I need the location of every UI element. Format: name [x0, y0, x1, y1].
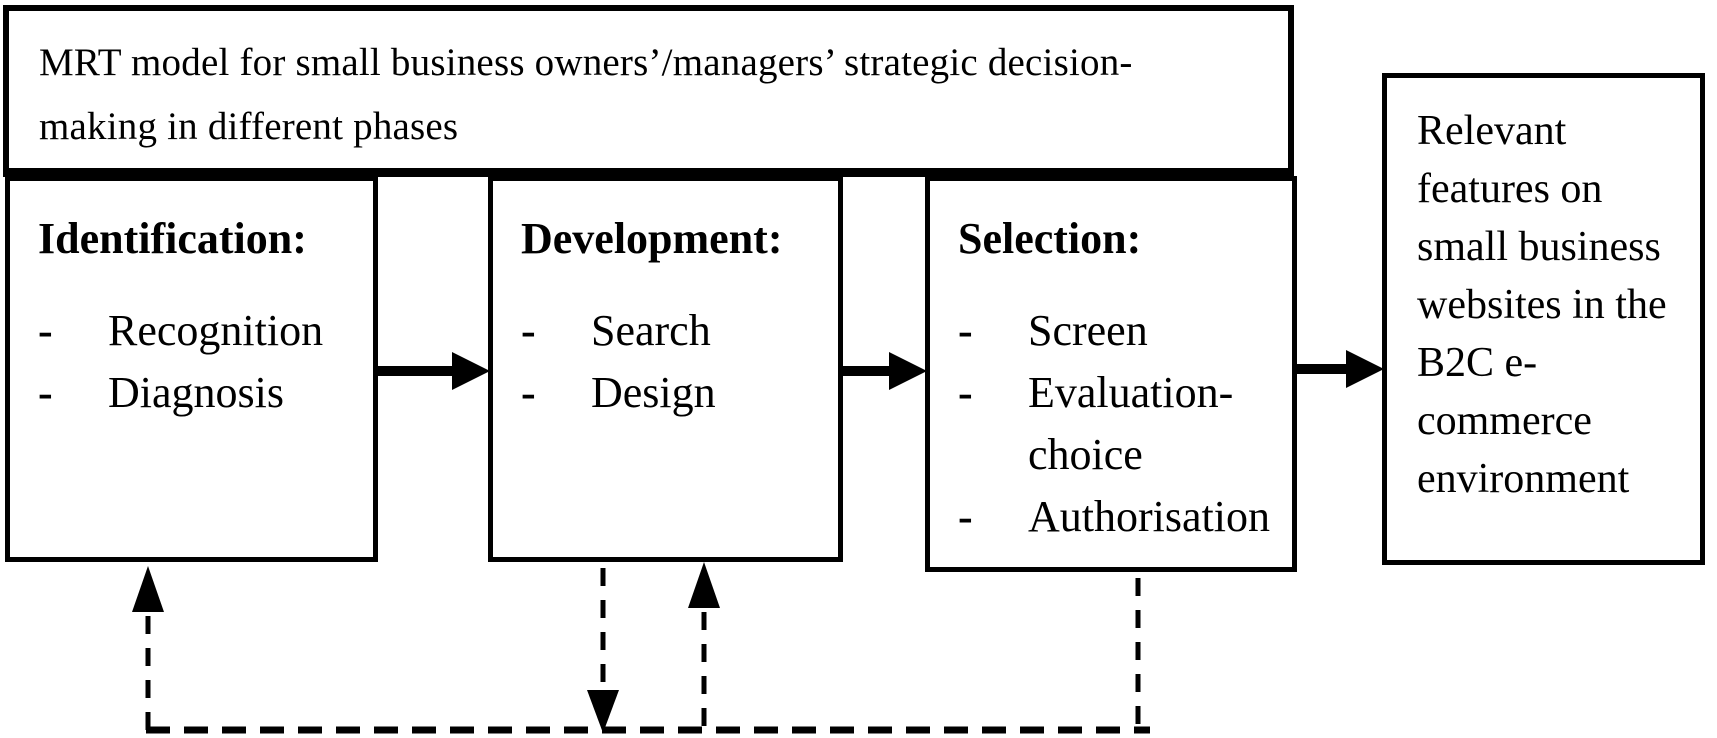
item-label: Search	[591, 306, 711, 355]
bullet-dash: -	[38, 368, 53, 417]
list-item	[521, 362, 833, 424]
phase-heading-development: Development:	[521, 214, 783, 263]
phase-heading-identification: Identification:	[38, 214, 307, 263]
phase-box-development	[488, 176, 843, 562]
bullet-dash: -	[521, 368, 536, 417]
bullet-dash: -	[958, 368, 973, 417]
selection-item-list	[958, 300, 1287, 548]
list-item	[958, 300, 1287, 362]
list-item	[958, 362, 1287, 486]
phase-box-identification	[5, 176, 378, 562]
arrow-selection-to-outcome	[1297, 350, 1384, 388]
development-item-list	[521, 300, 833, 424]
list-item	[38, 300, 368, 362]
bullet-dash: -	[958, 306, 973, 355]
outcome-text: Relevant features on small business websites in the B2C e-commerce environment	[1417, 108, 1667, 502]
header-box	[3, 5, 1294, 177]
feedback-arrow-to-identification	[132, 566, 164, 730]
bullet-dash: -	[958, 492, 973, 541]
item-label: Authorisation	[1028, 492, 1270, 541]
list-item	[958, 486, 1287, 548]
item-label: Recognition	[108, 306, 324, 355]
item-label: Screen	[1028, 306, 1148, 355]
bullet-dash: -	[38, 306, 53, 355]
item-label: Diagnosis	[108, 368, 284, 417]
phase-box-selection	[925, 176, 1297, 572]
list-item	[521, 300, 833, 362]
item-label: Design	[591, 368, 716, 417]
bullet-dash: -	[521, 306, 536, 355]
item-label: Evaluation-choice	[1028, 368, 1234, 479]
phase-heading-selection: Selection:	[958, 214, 1142, 263]
outcome-box	[1382, 73, 1705, 565]
feedback-arrow-to-development	[688, 562, 720, 726]
feedback-arrow-development-down	[587, 568, 619, 733]
list-item	[38, 362, 368, 424]
header-title: MRT model for small business owners’/managers’ strategic decision-making in different phases	[39, 41, 1133, 148]
arrow-identification-to-development	[378, 352, 490, 390]
arrow-development-to-selection	[843, 352, 927, 390]
identification-item-list	[38, 300, 368, 424]
